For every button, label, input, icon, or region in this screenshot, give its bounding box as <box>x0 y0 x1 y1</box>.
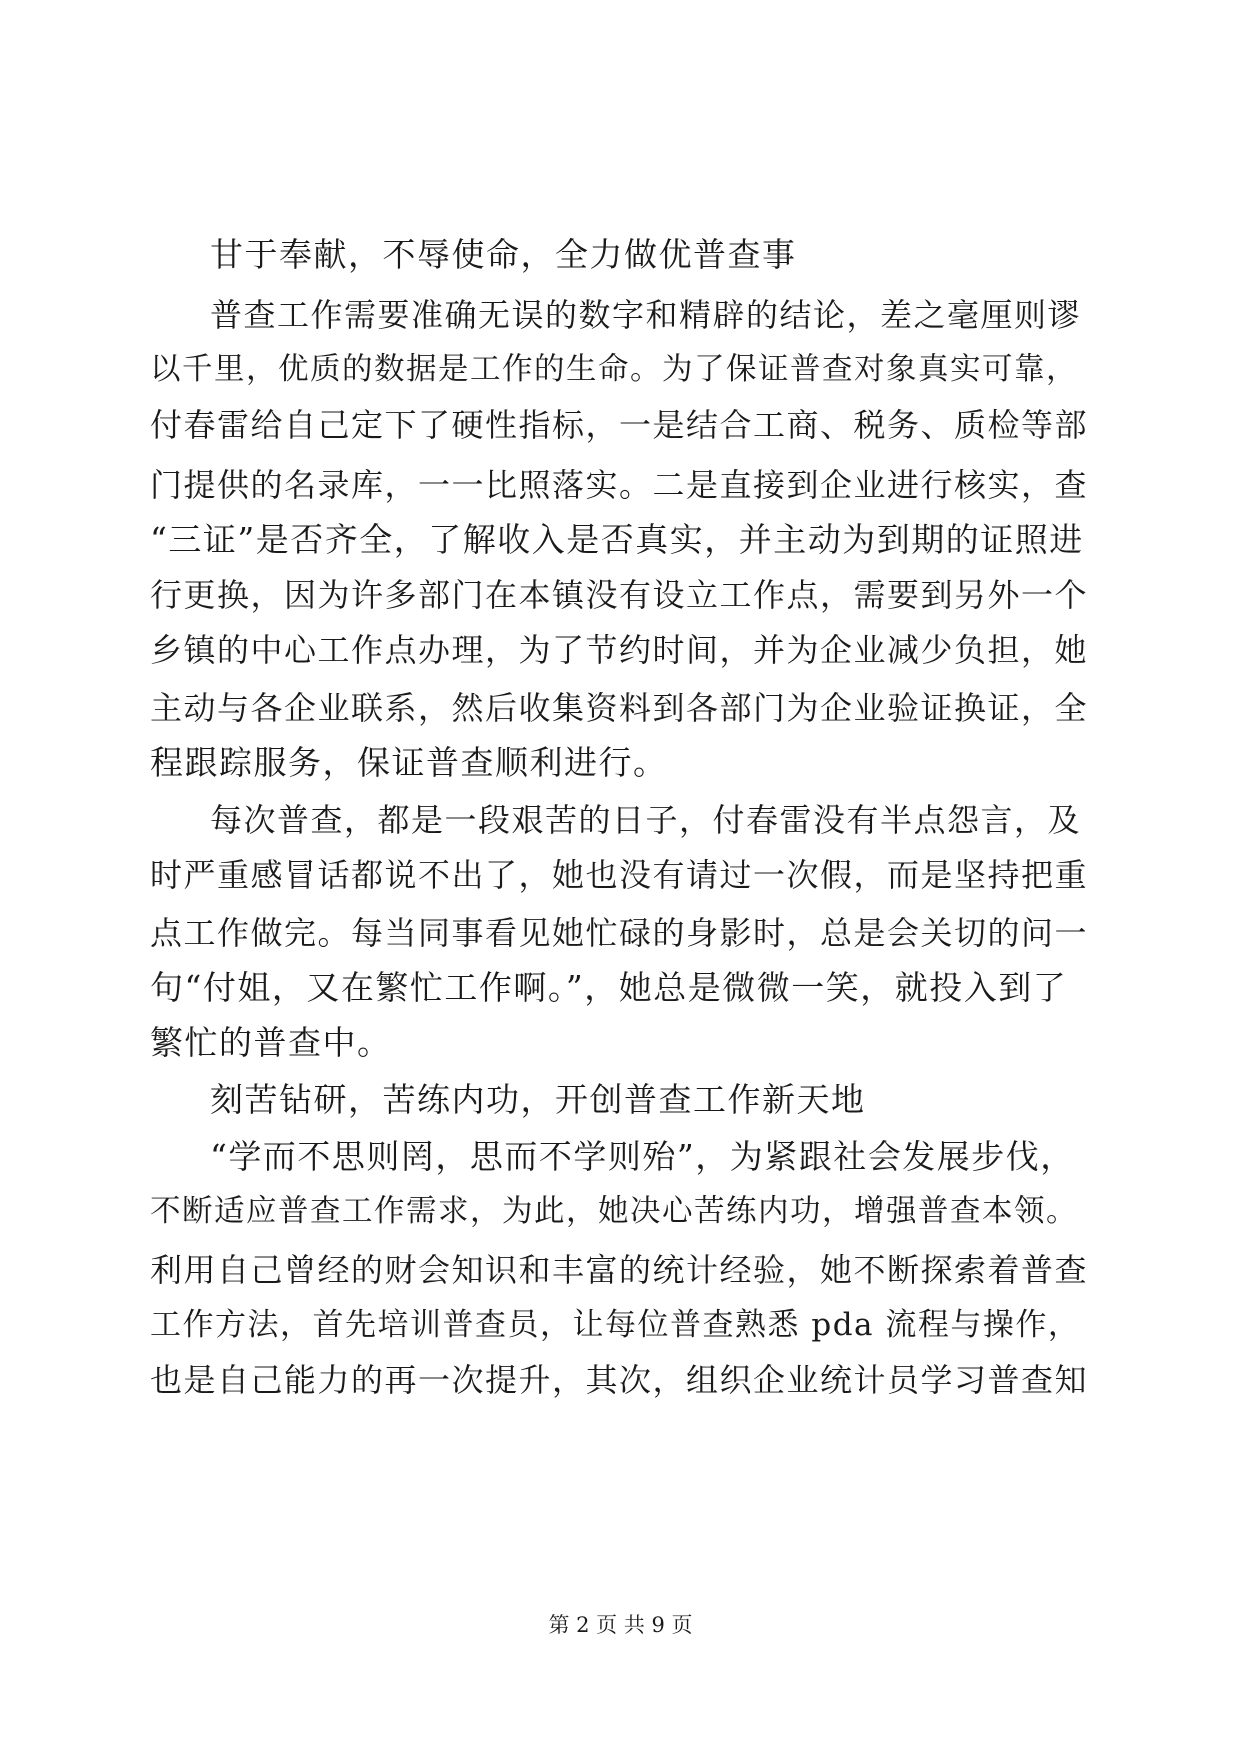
paragraph-line: 主动与各企业联系，然后收集资料到各部门为企业验证换证，全 <box>150 689 1089 727</box>
paragraph-line: 付春雷给自己定下了硬性指标，一是结合工商、税务、质检等部 <box>150 406 1089 444</box>
paragraph-line: 也是自己能力的再一次提升，其次，组织企业统计员学习普查知 <box>150 1361 1089 1399</box>
paragraph-line: 门提供的名录库，一一比照落实。二是直接到企业进行核实，查 <box>150 466 1089 504</box>
paragraph-line: 普查工作需要准确无误的数字和精辟的结论，差之毫厘则谬 <box>210 296 1082 334</box>
paragraph-line: 以千里，优质的数据是工作的生命。为了保证普查对象真实可靠， <box>150 352 1078 387</box>
paragraph-line: 时严重感冒话都说不出了，她也没有请过一次假，而是坚持把重 <box>150 856 1089 894</box>
paragraph-line: 点工作做完。每当同事看见她忙碌的身影时，总是会关切的问一 <box>150 914 1089 952</box>
paragraph-line: “学而不思则罔，思而不学则殆”，为紧跟社会发展步伐， <box>210 1137 1075 1176</box>
paragraph-line: 每次普查，都是一段艰苦的日子，付春雷没有半点怨言，及 <box>210 801 1082 839</box>
paragraph-line: 句“付姐，又在繁忙工作啊。”，她总是微微一笑，就投入到了 <box>150 968 1068 1007</box>
section-heading: 甘于奉献，不辱使命，全力做优普查事 <box>210 235 797 274</box>
paragraph-line: 利用自己曾经的财会知识和丰富的统计经验，她不断探索着普查 <box>150 1251 1089 1289</box>
paragraph-line: 行更换，因为许多部门在本镇没有设立工作点，需要到另外一个 <box>150 576 1089 614</box>
section-heading: 刻苦钻研，苦练内功，开创普查工作新天地 <box>210 1080 866 1119</box>
paragraph-line: 不断适应普查工作需求，为此，她决心苦练内功，增强普查本领。 <box>150 1194 1078 1229</box>
page-number: 第 2 页 共 9 页 <box>548 1613 693 1637</box>
paragraph-line: 程跟踪服务，保证普查顺利进行。 <box>150 743 668 782</box>
paragraph-line: 乡镇的中心工作点办理，为了节约时间，并为企业减少负担，她 <box>150 631 1089 669</box>
paragraph-line: 工作方法，首先培训普查员，让每位普查熟悉 pda 流程与操作， <box>150 1307 1081 1343</box>
paragraph-line: 繁忙的普查中。 <box>150 1023 392 1062</box>
paragraph-line: “三证”是否齐全，了解收入是否真实，并主动为到期的证照进 <box>150 520 1084 559</box>
